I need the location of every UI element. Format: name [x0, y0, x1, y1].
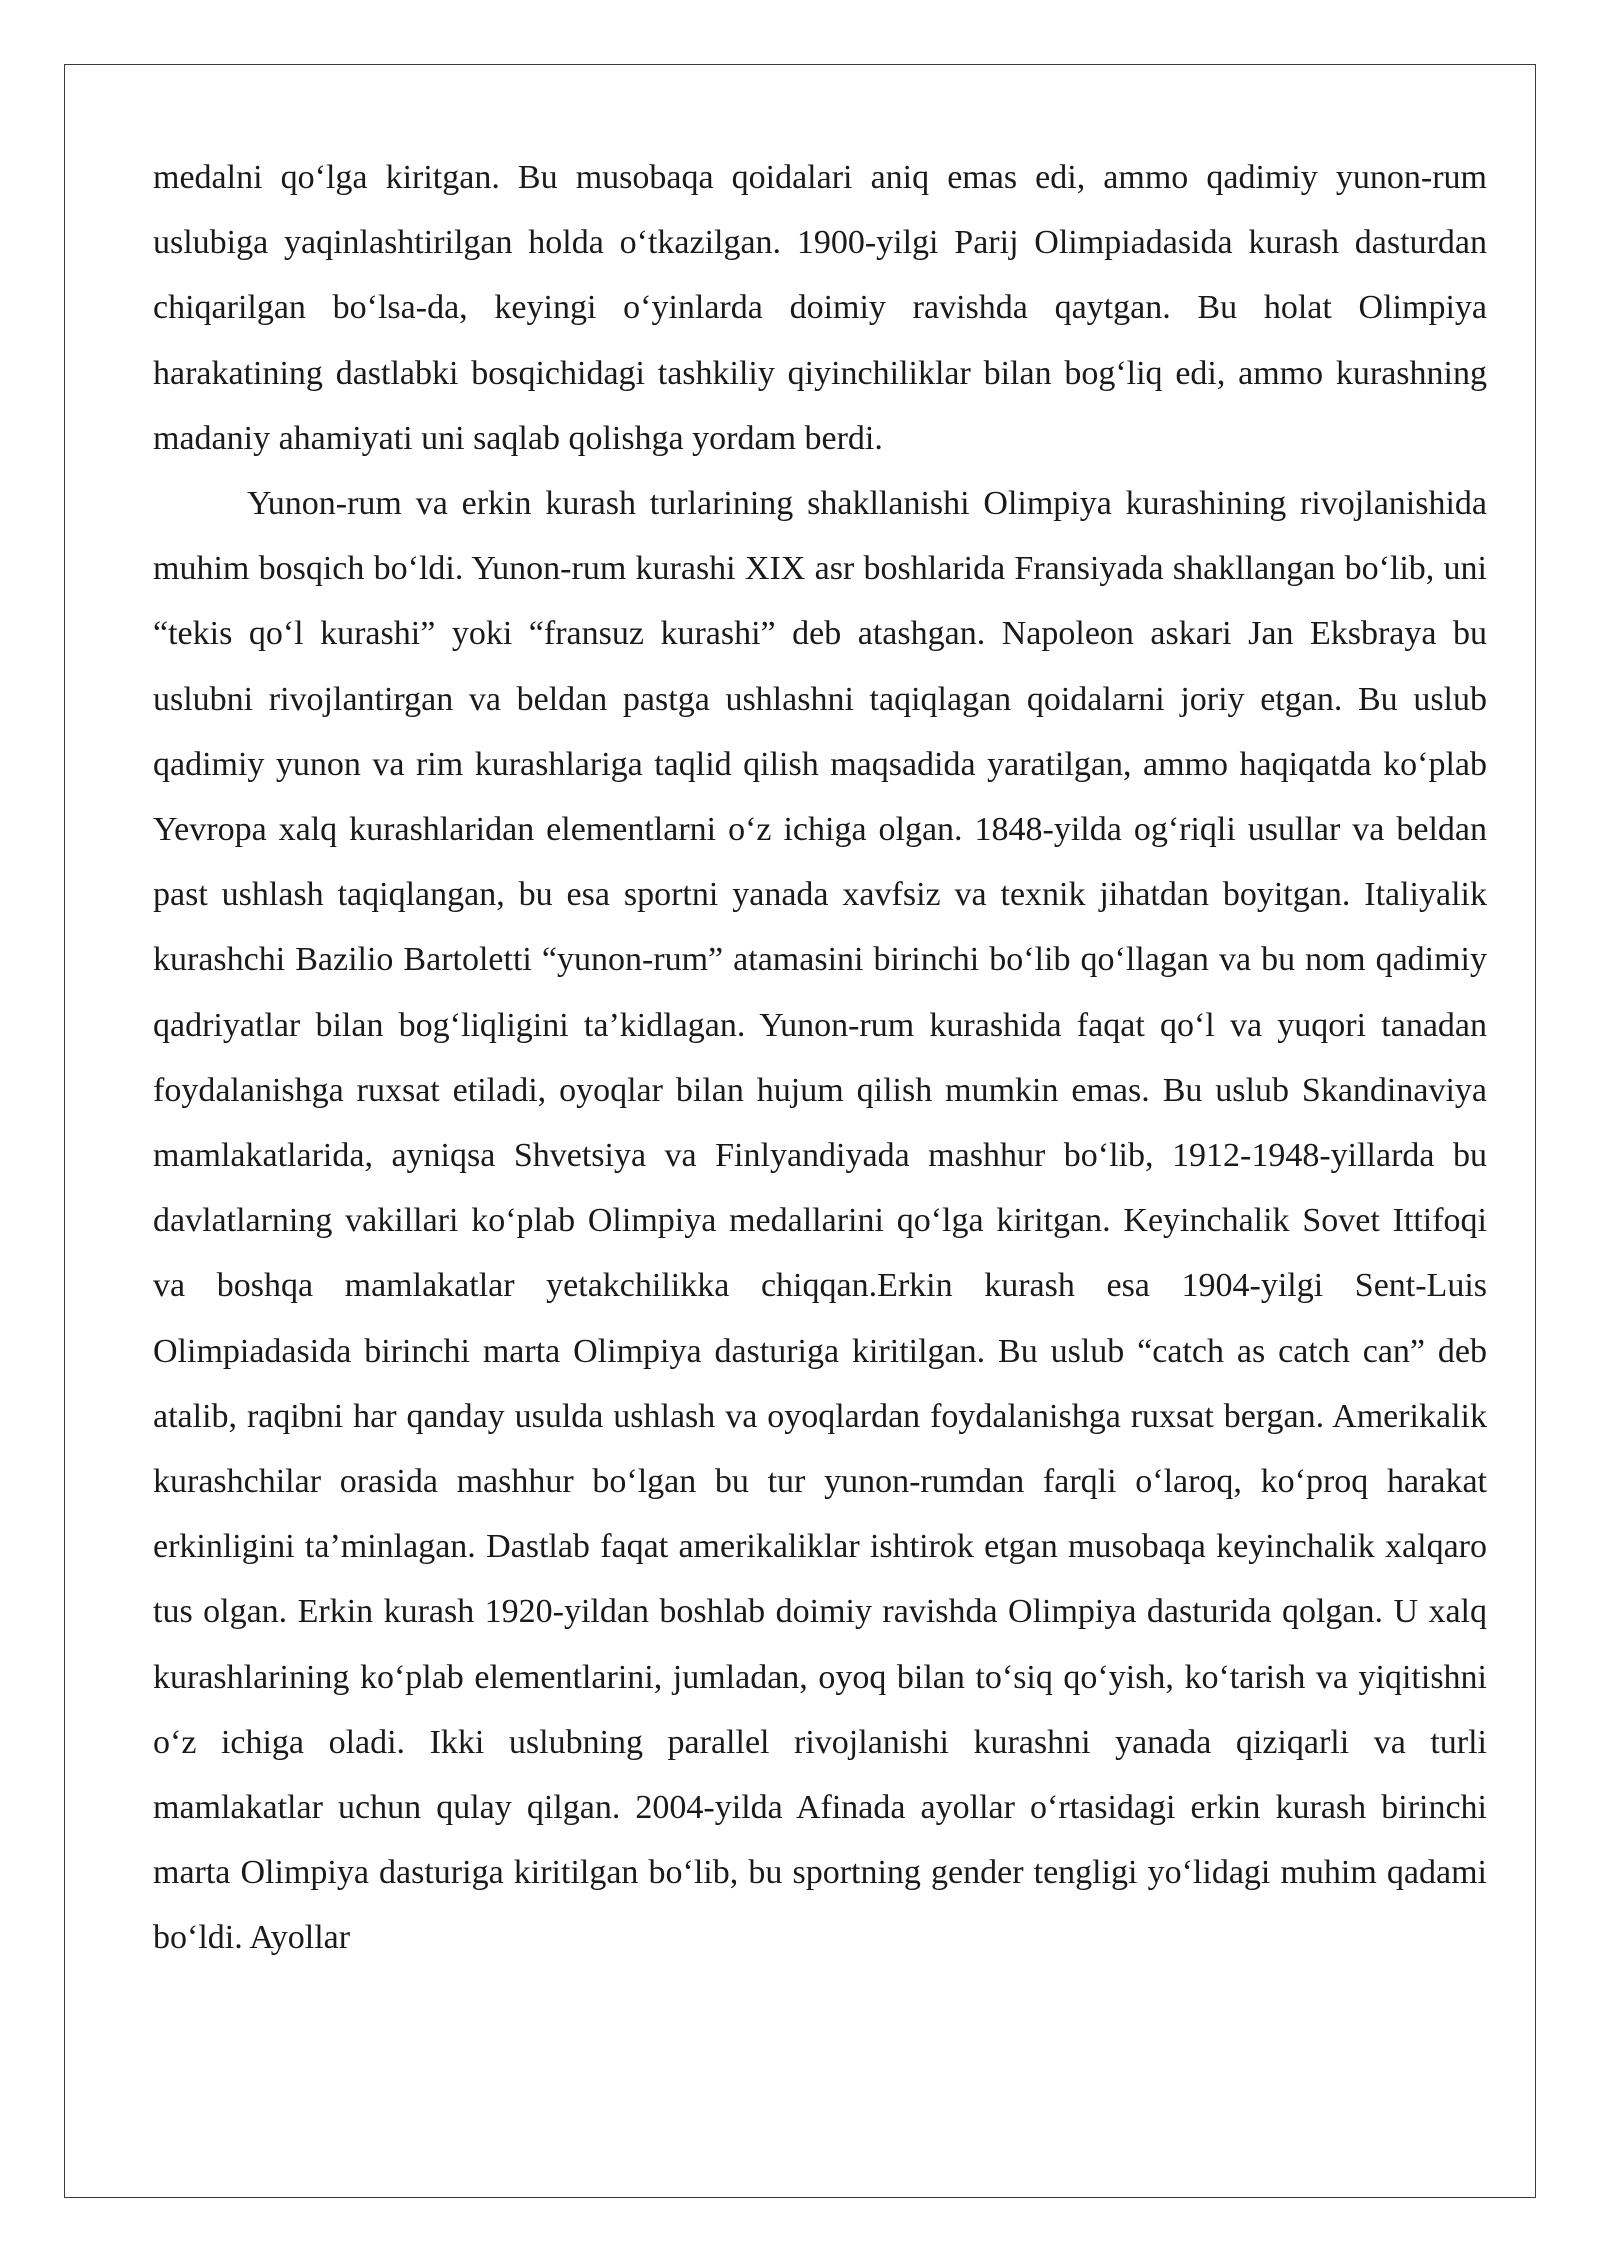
document-body [153, 145, 1487, 1971]
paragraph-2: Yunon-rum va erkin kurash turlarining shakllanishi Olimpiya kurashining rivojlanishida muhim bosqich bo‘ldi. Yunon-rum kurashi XIX asr boshlarida Fransiyada shakllangan bo‘lib, uni “tekis qo‘l kurashi” yoki “fransuz kurashi” deb atashgan. Napoleon askari Jan Eksbraya bu uslubni rivojlantirgan va beldan pastga ushlashni taqiqlagan qoidalarni joriy etgan. Bu uslub qadimiy yunon va rim kurashlariga taqlid qilish maqsadida yaratilgan, ammo haqiqatda ko‘plab Yevropa xalq kurashlaridan elementlarni o‘z ichiga olgan. 1848-yilda og‘riqli usullar va beldan past ushlash taqiqlangan, bu esa sportni yanada xavfsiz va texnik jihatdan boyitgan. Italiyalik kurashchi Bazilio Bartoletti “yunon-rum” atamasini birinchi bo‘lib qo‘llagan va bu nom qadimiy qadriyatlar bilan bog‘liqligini ta’kidlagan. Yunon-rum kurashida faqat qo‘l va yuqori tanadan foydalanishga ruxsat etiladi, oyoqlar bilan hujum qilish mumkin emas. Bu uslub Skandinaviya mamlakatlarida, ayniqsa Shvetsiya va Finlyandiyada mashhur bo‘lib, 1912-1948-yillarda bu davlatlarning vakillari ko‘plab Olimpiya medallarini qo‘lga kiritgan. Keyinchalik Sovet Ittifoqi va boshqa mamlakatlar yetakchilikka chiqqan.Erkin kurash esa 1904-yilgi Sent-Luis Olimpiadasida birinchi marta Olimpiya dasturiga kiritilgan. Bu uslub “catch as catch can” deb atalib, raqibni har qanday usulda ushlash va oyoqlardan foydalanishga ruxsat bergan. Amerikalik kurashchilar orasida mashhur bo‘lgan bu tur yunon-rumdan farqli o‘laroq, ko‘proq harakat erkinligini ta’minlagan. Dastlab faqat amerikaliklar ishtirok etgan musobaqa keyinchalik xalqaro tus olgan. Erkin kurash 1920-yildan boshlab doimiy ravishda Olimpiya dasturida qolgan. U xalq kurashlarining ko‘plab elementlarini, jumladan, oyoq bilan to‘siq qo‘yish, ko‘tarish va yiqitishni o‘z ichiga oladi. Ikki uslubning parallel rivojlanishi kurashni yanada qiziqarli va turli mamlakatlar uchun qulay qilgan. 2004-yilda Afinada ayollar o‘rtasidagi erkin kurash birinchi marta Olimpiya dasturiga kiritilgan bo‘lib, bu sportning gender tengligi yo‘lidagi muhim qadami bo‘ldi. Ayollar [153, 485, 1487, 1957]
paragraph-1: medalni qo‘lga kiritgan. Bu musobaqa qoidalari aniq emas edi, ammo qadimiy yunon-rum uslubiga yaqinlashtirilgan holda o‘tkazilgan. 1900-yilgi Parij Olimpiadasida kurash dasturdan chiqarilgan bo‘lsa-da, keyingi o‘yinlarda doimiy ravishda qaytgan. Bu holat Olimpiya harakatining dastlabki bosqichidagi tashkiliy qiyinchiliklar bilan bog‘liq edi, ammo kurashning madaniy ahamiyati uni saqlab qolishga yordam berdi. [153, 159, 1487, 457]
